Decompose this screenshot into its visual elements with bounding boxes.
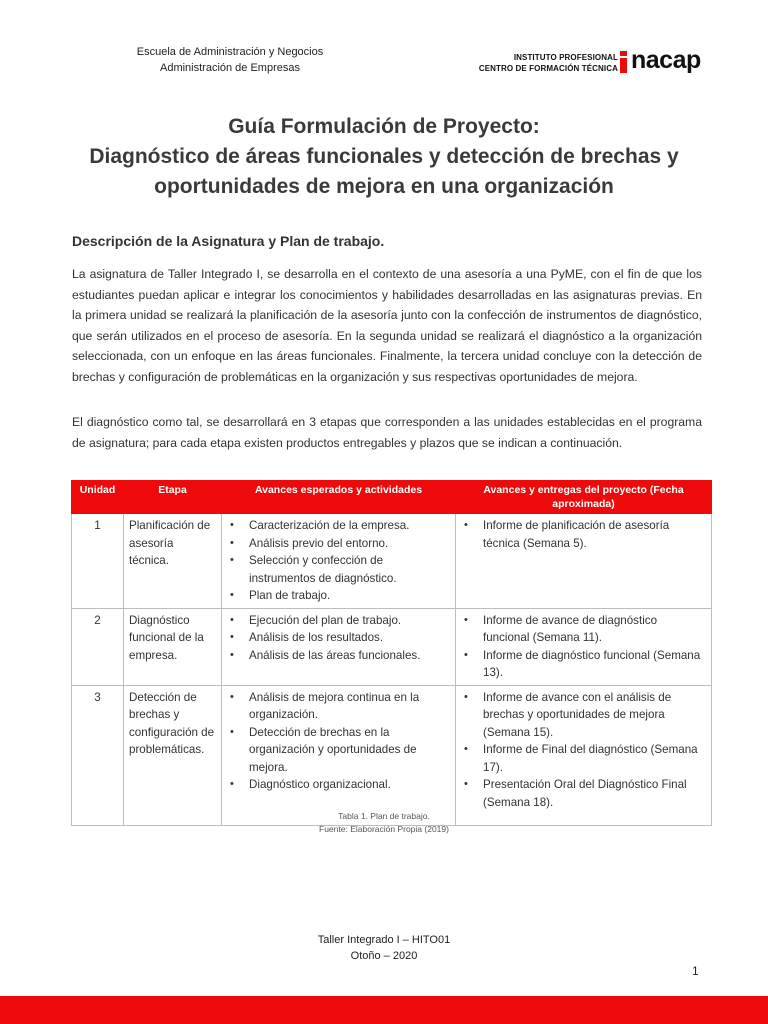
cell-unidad: 2 bbox=[72, 608, 124, 685]
table-row bbox=[72, 514, 712, 609]
cell-etapa: Detección de brechas y configuración de problemáticas. bbox=[124, 685, 222, 825]
logo-mark-icon bbox=[620, 51, 630, 73]
list-item: • Presentación Oral del Diagnóstico Final (Semana 18). bbox=[464, 778, 687, 809]
cell-entregas bbox=[456, 608, 712, 685]
header-entregas: Avances y entregas del proyecto (Fecha aproximada) bbox=[456, 481, 712, 514]
list-item: • Ejecución del plan de trabajo. bbox=[230, 613, 402, 627]
logo-wordmark: nacap bbox=[631, 46, 701, 74]
header-school-block bbox=[110, 44, 350, 76]
list-item: • Análisis de las áreas funcionales. bbox=[230, 648, 421, 662]
paragraph-1: La asignatura de Taller Integrado I, se desarrolla en el contexto de una asesoría a una PyME, con el fin de que los estudiantes puedan aplicar e integrar los conocimientos y habilidades desarrolladas en las asignaturas previas. En la primera unidad se realizará la planificación de la asesoría junto con la confección de instrumentos de diagnóstico, que serán utilizados en el proceso de asesoría. En la segunda unidad se realizará el diagnóstico a la organización seleccionada, con un enfoque en las áreas funcionales. Finalmente, la tercera unidad concluye con la detección de brechas y configuración de problemáticas en la organización y sus respectivas oportunidades de mejora. bbox=[72, 267, 702, 384]
program-name: Administración de Empresas bbox=[159, 62, 300, 74]
caption-source: Fuente: Elaboración Propia (2019) bbox=[319, 824, 449, 834]
list-item: • Caracterización de la empresa. bbox=[230, 519, 410, 532]
page-title bbox=[60, 112, 708, 202]
logo-text-lines bbox=[468, 52, 618, 74]
cell-unidad: 3 bbox=[72, 685, 124, 825]
cell-entregas bbox=[456, 514, 712, 609]
cell-avances bbox=[222, 608, 456, 685]
table-header-row bbox=[72, 481, 712, 514]
page-number: 1 bbox=[692, 964, 699, 978]
list-item: • Selección y confección de instrumentos de diagnóstico. bbox=[230, 554, 397, 585]
logo-line-2: CENTRO DE FORMACIÓN TÉCNICA bbox=[478, 64, 618, 73]
cell-avances bbox=[222, 514, 456, 609]
list-item: • Diagnóstico organizacional. bbox=[230, 778, 391, 791]
cell-etapa: Diagnóstico funcional de la empresa. bbox=[124, 608, 222, 685]
section-heading: Descripción de la Asignatura y Plan de trabajo. bbox=[72, 233, 385, 249]
caption-title: Tabla 1. Plan de trabajo. bbox=[338, 811, 430, 821]
plan-table bbox=[71, 480, 712, 826]
cell-etapa: Planificación de asesoría técnica. bbox=[124, 514, 222, 609]
table-caption bbox=[0, 810, 768, 836]
list-item: • Informe de planificación de asesoría técnica (Semana 5). bbox=[464, 519, 670, 550]
list-item: • Informe de Final del diagnóstico (Semana 17). bbox=[464, 743, 698, 774]
school-name: Escuela de Administración y Negocios bbox=[136, 46, 324, 58]
list-item: • Informe de avance con el análisis de brechas y oportunidades de mejora (Semana 15). bbox=[464, 690, 672, 739]
list-item: • Informe de diagnóstico funcional (Semana 13). bbox=[464, 648, 701, 679]
footer-course: Taller Integrado I – HITO01 bbox=[317, 934, 451, 946]
list-item: • Detección de brechas en la organización y oportunidades de mejora. bbox=[230, 725, 417, 774]
logo-line-1: INSTITUTO PROFESIONAL bbox=[513, 53, 618, 62]
page-footer bbox=[0, 932, 768, 964]
inacap-logo bbox=[468, 48, 704, 80]
header-etapa: Etapa bbox=[124, 481, 222, 514]
header-avances: Avances esperados y actividades bbox=[222, 481, 456, 514]
header-unidad: Unidad bbox=[72, 481, 124, 514]
title-line-1: Guía Formulación de Proyecto: bbox=[228, 115, 540, 138]
footer-term: Otoño – 2020 bbox=[350, 950, 418, 962]
table-row bbox=[72, 608, 712, 685]
cell-unidad: 1 bbox=[72, 514, 124, 609]
title-line-3: oportunidades de mejora en una organización bbox=[154, 175, 614, 198]
cell-entregas bbox=[456, 685, 712, 825]
title-line-2: Diagnóstico de áreas funcionales y detección de brechas y bbox=[89, 145, 679, 168]
list-item: • Plan de trabajo. bbox=[230, 589, 331, 602]
table-row bbox=[72, 685, 712, 825]
list-item: • Análisis de los resultados. bbox=[230, 631, 384, 644]
list-item: • Análisis de mejora continua en la organización. bbox=[230, 690, 420, 721]
paragraph-2: El diagnóstico como tal, se desarrollará en 3 etapas que corresponden a las unidades establecidas en el programa de asignatura; para cada etapa existen productos entregables y plazos que se indican a continuación. bbox=[72, 415, 702, 450]
list-item: • Informe de avance de diagnóstico funcional (Semana 11). bbox=[464, 613, 658, 644]
cell-avances bbox=[222, 685, 456, 825]
list-item: • Análisis previo del entorno. bbox=[230, 536, 389, 550]
footer-accent-bar bbox=[0, 996, 768, 1024]
